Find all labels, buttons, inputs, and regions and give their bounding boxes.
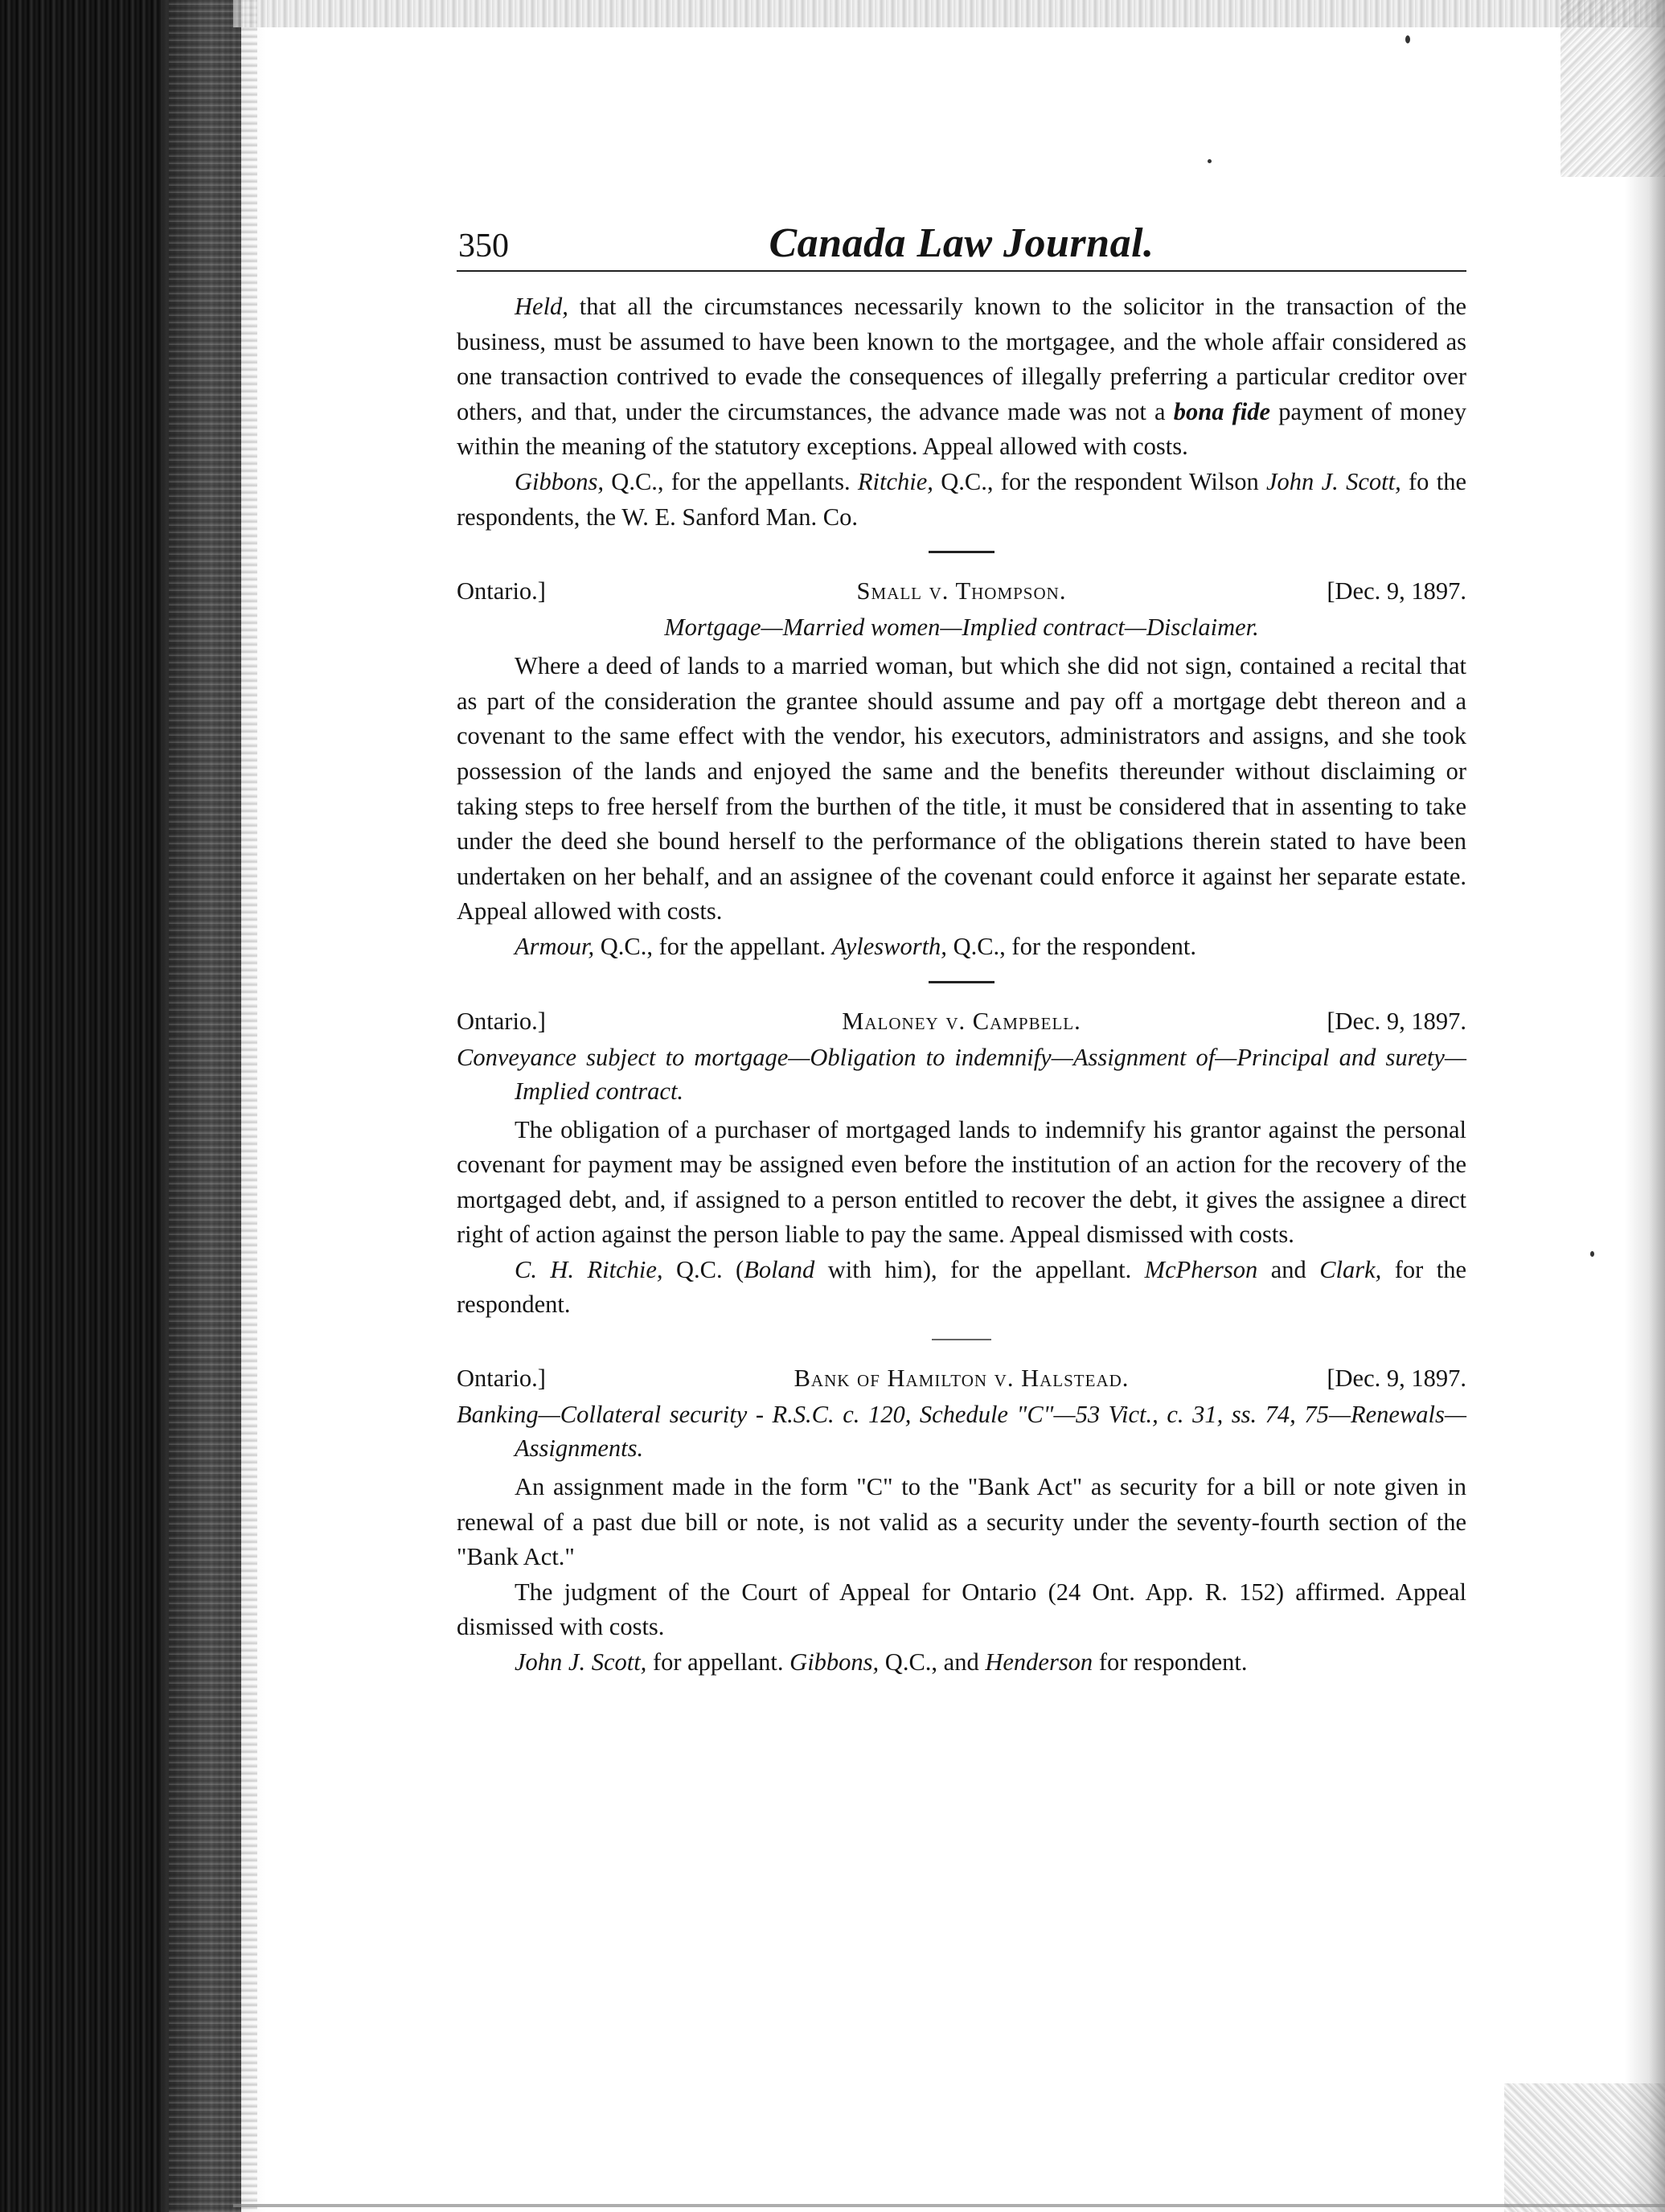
section-separator: [932, 1339, 991, 1340]
case-court: Ontario.]: [457, 1007, 546, 1035]
case-caption: [457, 1003, 1466, 1039]
held-paragraph: Held, that all the circumstances necessarily known to the solicitor in the transaction of the business, must be assumed to have been known to the mortgagee, and the whole affair considered as one transaction contrived to evade the consequences of illegally preferring a particular creditor over others, and that, under the circumstances, the advance made was not a bona fide payment of money within the meaning of the statutory exceptions. Appeal allowed with costs.: [457, 293, 1466, 461]
case-name: Small v. Thompson.: [856, 577, 1067, 605]
journal-title: Canada Law Journal.: [769, 220, 1154, 266]
page-number: 350: [458, 228, 509, 265]
page-corner-bottom-right: [1504, 2083, 1665, 2212]
case-body: An assignment made in the form "C" to the "Bank Act" as security for a bill or note given in renewal of a past due bill or note, is not valid as a security under the seventy-fourth section of the "Bank Act.": [457, 1473, 1466, 1571]
section-separator: [929, 981, 994, 983]
counsel-line: Armour, Q.C., for the appellant. Aylesworth, Q.C., for the respondent.: [515, 932, 1196, 960]
case-name: Maloney v. Campbell.: [842, 1007, 1081, 1035]
page-header: [457, 217, 1466, 272]
bona-fide-term: bona fide: [1173, 397, 1271, 425]
case-headnote: Mortgage—Married women—Implied contract—Disclaimer.: [664, 614, 1259, 642]
counsel-line: Gibbons, Q.C., for the appellants. Ritchie, Q.C., for the respondent Wilson John J. Scott, fo the respondents, the W. E. Sanford Man. Co.: [457, 467, 1466, 531]
case-date: [Dec. 9, 1897.: [1327, 1007, 1466, 1035]
counsel-line: John J. Scott, for appellant. Gibbons, Q.C., and Henderson for respondent.: [515, 1648, 1248, 1676]
held-lead: Held,: [515, 293, 568, 320]
case-court: Ontario.]: [457, 1365, 546, 1393]
scan-speck: [1405, 35, 1410, 43]
case-caption: [457, 573, 1466, 609]
case-body-continued: The judgment of the Court of Appeal for Ontario (24 Ont. App. R. 152) affirmed. Appeal dismissed with costs.: [457, 1578, 1466, 1641]
binding-noise: [169, 0, 257, 2212]
scan-speck: [1208, 159, 1212, 163]
case-body: Where a deed of lands to a married woman, but which she did not sign, contained a recital that as part of the consideration the grantee should assume and pay off a mortgage debt thereon and a covenant to the same effect with the vendor, his executors, administrators and assigns, and she took possession of the lands and enjoyed the same and the benefits thereunder without disclaiming or taking steps to free herself from the burthen of the title, it must be considered that in assenting to take under the deed she bound herself to the performance of the obligations therein stated to have been undertaken on her behalf, and an assignee of the covenant could enforce it against her separate estate. Appeal allowed with costs.: [457, 652, 1466, 925]
page-corner-top-right: [1560, 0, 1665, 177]
case-date: [Dec. 9, 1897.: [1327, 577, 1466, 605]
journal-page: [457, 217, 1466, 1681]
scan-speck: [1590, 1251, 1594, 1257]
case-name: Bank of Hamilton v. Halstead.: [794, 1365, 1130, 1393]
page-top-edge: [233, 0, 1665, 27]
page-right-edge: [1625, 0, 1665, 2212]
case-headnote: Banking—Collateral security - R.S.C. c. 120, Schedule "C"—53 Vict., c. 31, ss. 74, 75—Renewals—Assignments.: [457, 1401, 1466, 1463]
case-date: [Dec. 9, 1897.: [1327, 1365, 1466, 1393]
section-separator: [929, 551, 994, 553]
page-bottom-edge: [233, 2204, 1665, 2207]
counsel-line: C. H. Ritchie, Q.C. (Boland with him), for the appellant. McPherson and Clark, for the respondent.: [457, 1255, 1467, 1319]
case-body: The obligation of a purchaser of mortgaged lands to indemnify his grantor against the personal covenant for payment may be assigned even before the institution of an action for the recovery of the mortgaged debt, and, if assigned to a person entitled to recover the debt, it gives the assignee a direct right of action against the person liable to pay the same. Appeal dismissed with costs.: [457, 1115, 1466, 1249]
case-caption: [457, 1360, 1466, 1396]
case-headnote: Conveyance subject to mortgage—Obligation to indemnify—Assignment of—Principal and surety—Implied contract.: [457, 1043, 1466, 1105]
case-court: Ontario.]: [457, 577, 546, 605]
